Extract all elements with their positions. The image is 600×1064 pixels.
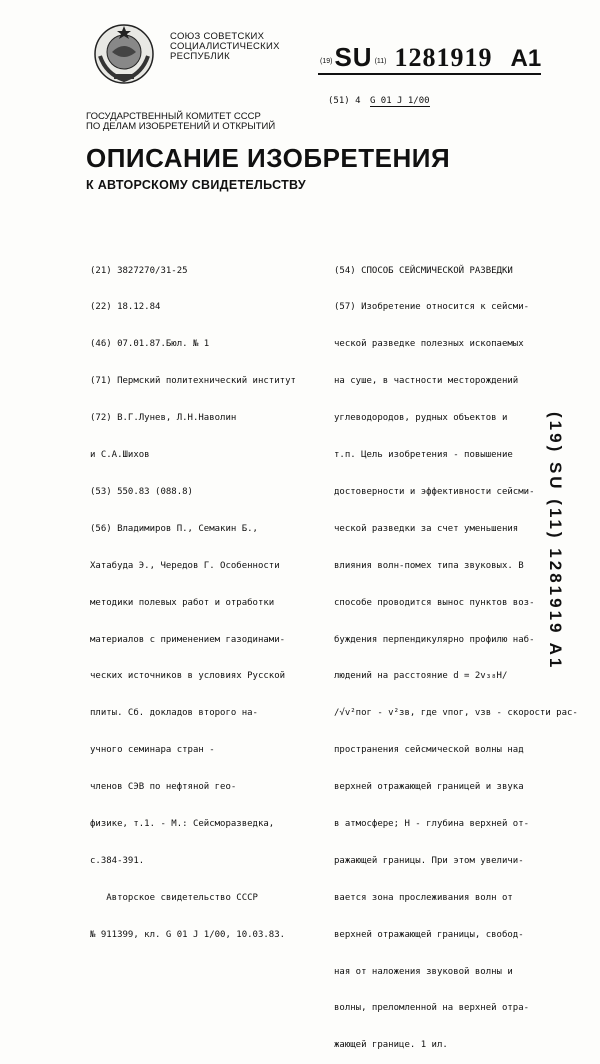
abstract-column <box>334 240 578 1064</box>
abstract-line: достоверности и эффективности сейсми- <box>334 486 535 497</box>
abstract-line: /√v²пог - v²зв, где vпог, vзв - скорости рас- <box>334 708 578 719</box>
union-line: СОЦИАЛИСТИЧЕСКИХ <box>170 41 280 52</box>
vertical-patent-number: (19) SU (11) 1281919 A1 <box>546 412 565 671</box>
abstract-line: т.п. Цель изобретения - повышение <box>334 450 513 461</box>
bib-line: (22) 18.12.84 <box>90 302 161 313</box>
abstract-line: волны, преломленной на верхней отра- <box>334 1003 530 1014</box>
bib-line: ческих источников в условиях Русской <box>90 671 286 682</box>
abstract-line: ческой разведки за счет уменьшения <box>334 523 519 534</box>
abstract-line: ражающей границы. При этом увеличи- <box>334 855 524 866</box>
abstract-line: в атмосфере; H - глубина верхней от- <box>334 818 530 829</box>
abstract-line: людений на расстояние d = 2v₃₈H/ <box>334 671 508 682</box>
abstract-line: (54) СПОСОБ СЕЙСМИЧЕСКОЙ РАЗВЕДКИ <box>334 265 513 276</box>
bib-line: (71) Пермский политехнический институт <box>90 376 296 387</box>
abstract-line: верхней отражающей границей и звука <box>334 782 524 793</box>
document-title: ОПИСАНИЕ ИЗОБРЕТЕНИЯ <box>86 143 451 173</box>
abstract-line: на суше, в частности месторождений <box>334 376 519 387</box>
bib-line: учного семинара стран - <box>90 745 215 756</box>
bib-line: членов СЭВ по нефтяной гео- <box>90 782 237 793</box>
abstract-line: (57) Изобретение относится к сейсми- <box>334 302 530 313</box>
ipc-classification <box>328 96 430 106</box>
bib-line: (56) Владимиров П., Семакин Б., <box>90 523 258 534</box>
bib-line: (46) 07.01.87.Бюл. № 1 <box>90 339 210 350</box>
kind-code: A1 <box>510 45 542 72</box>
abstract-line: пространения сейсмической волны над <box>334 745 524 756</box>
bib-line: физике, т.1. - М.: Сейсморазведка, <box>90 818 275 829</box>
union-line: СОЮЗ СОВЕТСКИХ <box>170 31 265 42</box>
union-line: РЕСПУБЛИК <box>170 51 230 62</box>
bib-line: (72) В.Г.Лунев, Л.Н.Наволин <box>90 413 237 424</box>
abstract-line: вается зона прослеживания волн от <box>334 892 513 903</box>
bib-line: с.384-391. <box>90 855 145 866</box>
ussr-emblem-icon <box>92 22 156 86</box>
bibliographic-column <box>90 240 296 953</box>
patent-number-block <box>318 42 541 75</box>
bib-line: (53) 550.83 (088.8) <box>90 486 193 497</box>
abstract-line: буждения перпендикулярно профилю наб- <box>334 634 535 645</box>
abstract-line: жающей границе. 1 ил. <box>334 1040 448 1051</box>
bib-line: № 911399, кл. G 01 J 1/00, 10.03.83. <box>90 929 286 940</box>
ipc-code: (51) 4 <box>328 96 361 106</box>
committee-line: ГОСУДАРСТВЕННЫЙ КОМИТЕТ СССР <box>86 111 261 122</box>
document-subtitle: К АВТОРСКОМУ СВИДЕТЕЛЬСТВУ <box>86 178 306 192</box>
code-11: (11) <box>374 58 387 66</box>
bib-line: Авторское свидетельство СССР <box>90 892 258 903</box>
bib-line: и С.А.Шихов <box>90 450 150 461</box>
abstract-line: способе проводится вынос пунктов воз- <box>334 597 535 608</box>
bib-line: плиты. Сб. докладов второго на- <box>90 708 258 719</box>
abstract-line: углеводородов, рудных объектов и <box>334 413 508 424</box>
abstract-line: влияния волн-помех типа звуковых. В <box>334 560 524 571</box>
bib-line: Хатабуда Э., Чередов Г. Особенности <box>90 560 280 571</box>
abstract-line: ческой разведке полезных ископаемых <box>334 339 524 350</box>
committee-name <box>86 112 275 132</box>
code-19: (19) <box>320 58 333 66</box>
committee-line: ПО ДЕЛАМ ИЗОБРЕТЕНИЙ И ОТКРЫТИЙ <box>86 121 276 132</box>
bib-line: методики полевых работ и отработки <box>90 597 275 608</box>
union-name <box>170 32 280 62</box>
patent-number: 1281919 <box>394 43 493 72</box>
abstract-line: верхней отражающей границы, свобод- <box>334 929 524 940</box>
bib-line: материалов с применением газодинами- <box>90 634 286 645</box>
country-code: SU <box>334 42 373 72</box>
ipc-value: G 01 J 1/00 <box>369 96 430 106</box>
bib-line: (21) 3827270/31-25 <box>90 265 188 276</box>
abstract-line: ная от наложения звуковой волны и <box>334 966 513 977</box>
